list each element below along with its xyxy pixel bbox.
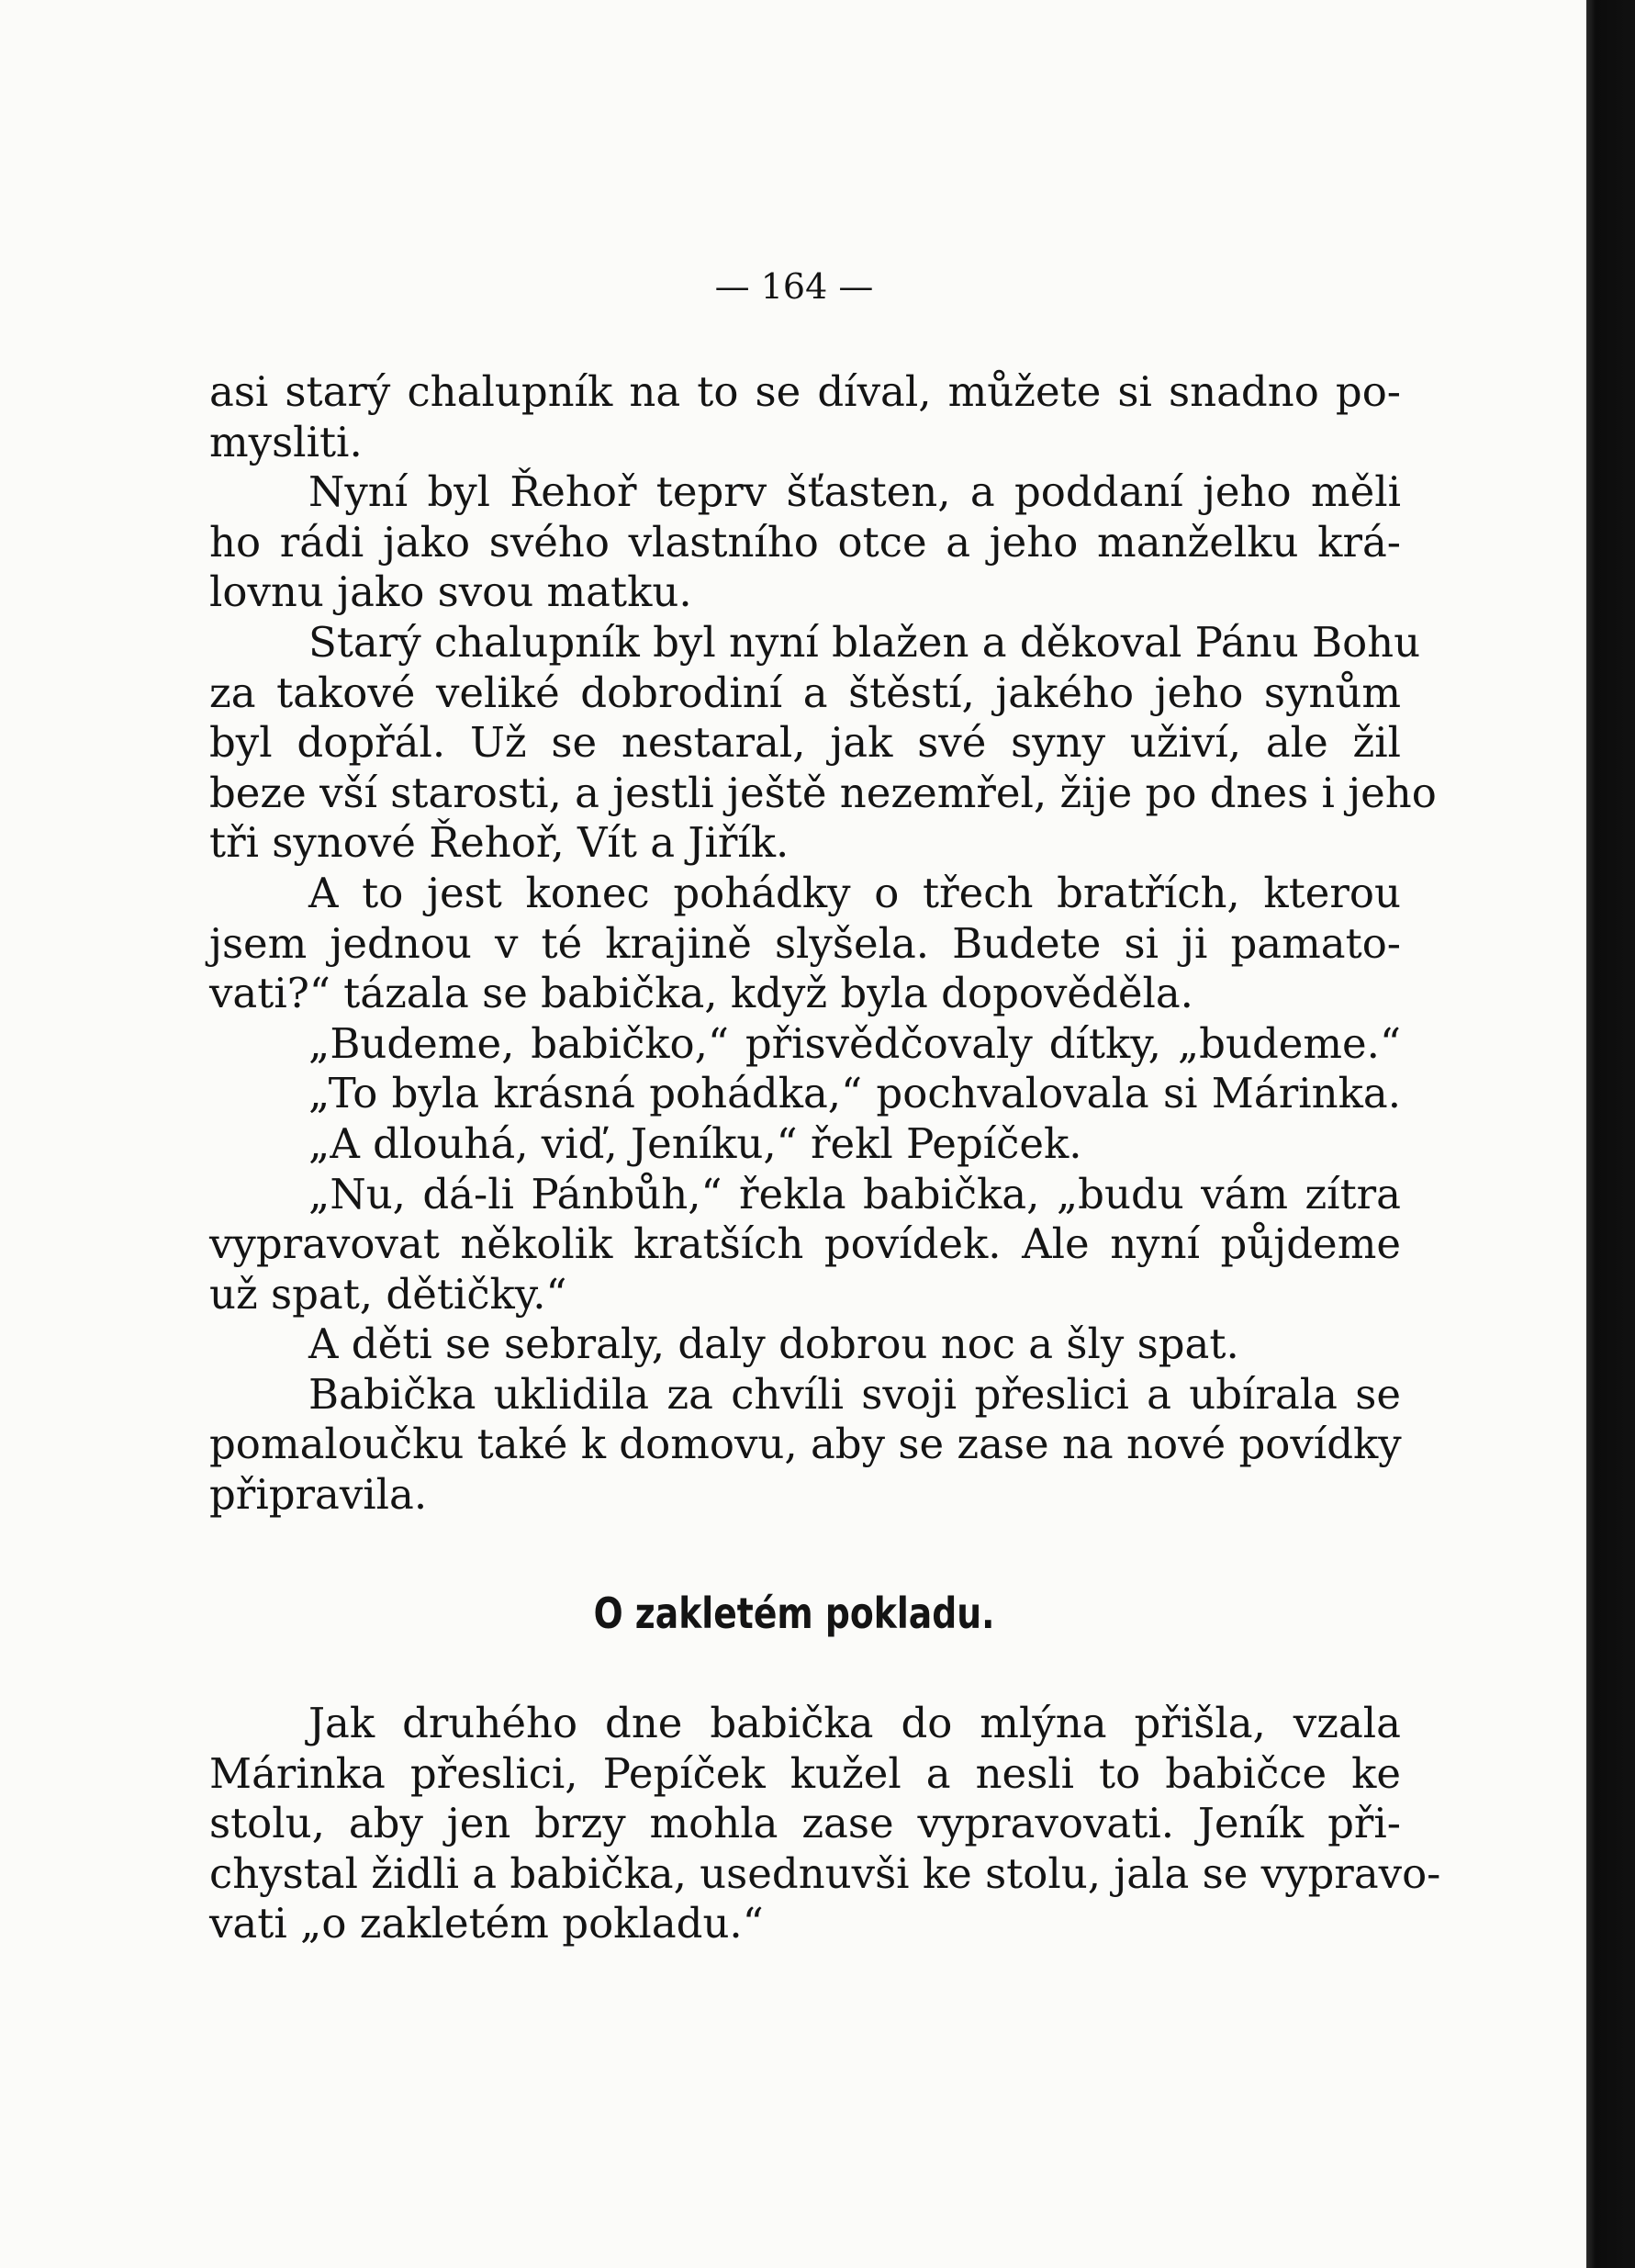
text-line: stolu, aby jen brzy mohla zase vypravovati. Jeník při- — [209, 1799, 1401, 1848]
text-line: „Nu, dá-li Pánbůh,“ řekla babička, „budu vám zítra — [308, 1169, 1401, 1218]
section-heading: O zakletém pokladu. — [593, 1589, 995, 1638]
text-line: Jak druhého dne babička do mlýna přišla, vzala — [308, 1699, 1401, 1747]
text-line: pomaloučku také k domovu, aby se zase na nové povídky — [209, 1420, 1402, 1469]
text-line: Nyní byl Řehoř teprv šťasten, a poddaní jeho měli — [308, 467, 1401, 517]
text-line: Márinka přeslici, Pepíček kužel a nesli to babičce ke — [209, 1748, 1401, 1798]
page-edge-shadow — [1586, 0, 1635, 2268]
text-line: beze vší starosti, a jestli ještě nezemřel, žije po dnes i jeho — [209, 768, 1437, 817]
text-line: byl dopřál. Už se nestaral, jak své syny uživí, ale žil — [209, 718, 1401, 768]
text-line: Starý chalupník byl nyní blažen a děkoval Pánu Bohu — [308, 617, 1421, 667]
body-text-bottom — [209, 1699, 1441, 1949]
text-line: vypravovat několik kratších povídek. Ale nyní půjdeme — [209, 1219, 1401, 1269]
text-line: „Budeme, babičko,“ přisvědčovaly dítky, „budeme.“ — [308, 1018, 1401, 1068]
text-line: tři synové Řehoř, Vít a Jiřík. — [209, 818, 790, 868]
text-line: „To byla krásná pohádka,“ pochvalovala si Márinka. — [308, 1069, 1401, 1118]
text-line: A to jest konec pohádky o třech bratřích, kterou — [308, 868, 1401, 917]
text-line: jsem jednou v té krajině slyšela. Budete si ji pamato- — [209, 918, 1401, 968]
text-line: chystal židli a babička, usednuvši ke stolu, jala se vypravo- — [209, 1848, 1441, 1898]
text-line: asi starý chalupník na to se díval, můžete si snadno po- — [209, 367, 1401, 416]
page-number: — 164 — — [714, 266, 874, 307]
text-line: vati „o zakletém pokladu.“ — [209, 1899, 764, 1948]
body-text-top — [209, 367, 1437, 1521]
text-line: vati?“ tázala se babička, když byla dopověděla. — [209, 969, 1193, 1018]
text-line: Babička uklidila za chvíli svoji přeslici a ubírala se — [308, 1369, 1401, 1419]
text-line: lovnu jako svou matku. — [209, 567, 692, 617]
text-line: připravila. — [209, 1470, 428, 1520]
text-line: ho rádi jako svého vlastního otce a jeho manželku krá- — [209, 517, 1401, 567]
text-line: „A dlouhá, viď, Jeníku,“ řekl Pepíček. — [308, 1118, 1082, 1168]
text-line: už spat, dětičky.“ — [209, 1269, 567, 1319]
text-line: A děti se sebraly, daly dobrou noc a šly spat. — [308, 1319, 1239, 1369]
text-line: za takové veliké dobrodiní a štěstí, jakého jeho synům — [209, 668, 1401, 717]
text-line: mysliti. — [209, 417, 363, 466]
